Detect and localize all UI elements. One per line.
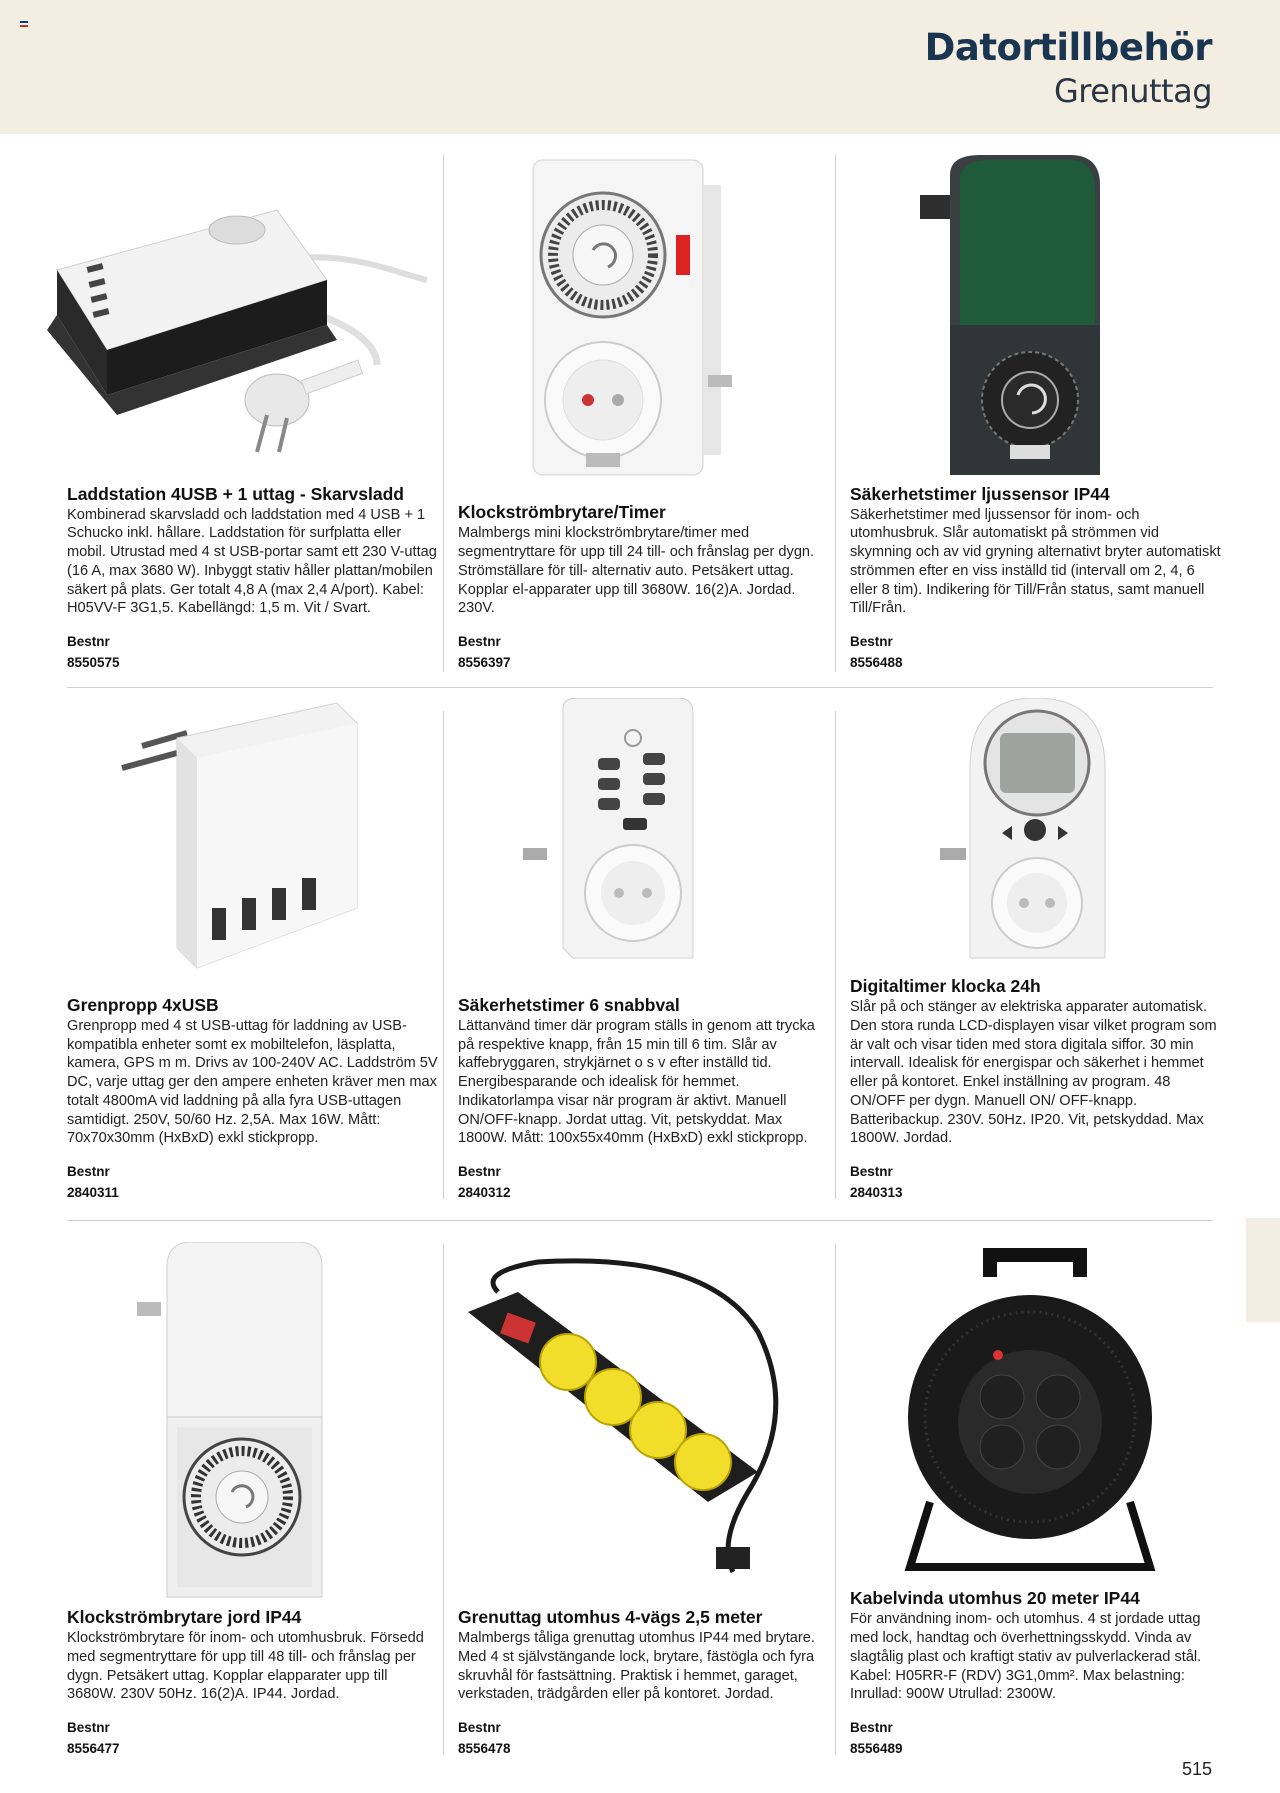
product-description: Slår på och stänger av elektriska apparater automatisk. Den stora runda LCD-displayen visar vilket program som är valt och visar tiden med stora digitala siffor. 30 min intervall. Idealisk för energispar och säkerhet i hemmet eller på kontoret. Enkel inställning av program. 48 ON/OFF per dygn. Manuell ON/ OFF-knapp. Batteribackup. 230V. 50Hz. IP20. Vit, petskyddad. Max 1800W. Jordad. [850,999,1217,1147]
column-divider [443,711,444,1199]
article-number-label: Bestnr [850,1720,893,1735]
column-divider [443,1244,444,1754]
article-number: 2840313 [850,1185,903,1200]
product-info [67,995,439,1200]
light-sensor-timer-icon [920,155,1120,485]
page-title: Datortillbehör [924,26,1212,69]
article-number: 2840312 [458,1185,511,1200]
product-description: För användning inom- och utomhus. 4 st jordade uttag med lock, handtag och överhettningsskydd. Vinda av slagtålig plast och kraftigt stativ av pulverlackerad stål. Kabel: H05RR-F (RDV) 3G1,0mm². Max belastning: Inrullad: 900W Utrullad: 2300W. [850,1611,1202,1703]
product-card [850,1242,1222,1756]
article-number-label: Bestnr [458,1164,501,1179]
product-info [67,1607,439,1756]
section-tab [1246,1218,1280,1322]
page-subtitle: Grenuttag [1053,72,1212,110]
product-title: Grenpropp 4xUSB [67,995,219,1016]
flag-stripe [20,25,28,27]
digital-timer-icon [940,698,1140,968]
article-number: 8556477 [67,1741,120,1756]
product-title: Säkerhetstimer 6 snabbval [458,995,680,1016]
product-description: Malmbergs tåliga grenuttag utomhus IP44 med brytare. Med 4 st självstängande lock, brytare, fästögla och fyra skruvhål för fastsättning. Praktisk i hemmet, garaget, verkstaden, trädgården eller på kontoret. Jordad. [458,1630,815,1703]
product-title: Säkerhetstimer ljussensor IP44 [850,483,1110,504]
article-number-label: Bestnr [67,634,110,649]
flag-icon [20,21,28,27]
product-card [850,698,1222,1200]
product-title: Klockströmbrytare jord IP44 [67,1607,302,1628]
product-description: Klockströmbrytare för inom- och utomhusbruk. Försedd med segmentryttare för upp till 48 till- och frånslag per dygn. Petsäkert uttag. Kopplar elapparater upp till 3680W. 230V 50Hz. 16(2)A. IP44. Jordad. [67,1630,424,1703]
article-number-label: Bestnr [67,1164,110,1179]
page-number: 515 [1181,1759,1212,1779]
product-card [67,698,439,1200]
column-divider [443,155,444,672]
column-divider [835,1244,836,1754]
article-number: 8556397 [458,655,511,670]
product-info [850,976,1222,1200]
product-card [850,150,1222,670]
article-number: 2840311 [67,1185,119,1200]
product-title: Laddstation 4USB + 1 uttag - Skarvsladd [67,483,404,504]
product-card [67,150,439,670]
product-description: Grenpropp med 4 st USB-uttag för laddning av USB-kompatibla enheter somt ex mobiltelefon, läsplatta, kamera, GPS m m. Drivs av 100-240V AC. Laddström 5V DC, varje uttag ger den ampere enheten kräver men max totalt 4800mA vid laddning på alla fyra USB-uttagen samtidigt. 250V, 50/60 Hz. 2,5A. Max 16W. Mått: 70x70x30mm (HxBxD) exkl stickpropp. [67,1018,438,1147]
product-description: Malmbergs mini klockströmbrytare/timer med segmentryttare för upp till 24 till- och frånslag per dygn. Strömställare för till- alternativ auto. Petsäkert uttag. Kopplar el-apparater upp till 3680W. 16(2)A. Jordad. 230V. [458,525,815,617]
column-divider [835,711,836,1199]
product-info [458,502,830,670]
product-description: Lättanvänd timer där program ställs in genom att trycka på respektive knapp, från 15 min till 6 tim. Slår av kaffebryggaren, strykjärnet o s v efter inställd tid. Energibesparande och idealisk för hemmet. Indikatorlampa visar när program är aktivt. Manuell ON/OFF-knapp. Jordat uttag. Vit, petskyddat. Max 1800W. Mått: 100x55x40mm (HxBxD) exkl stickpropp. [458,1018,815,1147]
product-title: Grenuttag utomhus 4-vägs 2,5 meter [458,1607,763,1628]
product-info [850,1588,1222,1756]
product-title: Digitaltimer klocka 24h [850,976,1041,997]
product-card [458,698,830,1200]
article-number: 8556478 [458,1741,511,1756]
usb-wall-plug-icon [117,698,377,978]
article-number: 8556488 [850,655,903,670]
page-header [0,0,1280,134]
product-info [458,1607,830,1756]
product-card [458,150,830,670]
product-card [458,1242,830,1756]
article-number: 8550575 [67,655,120,670]
cable-reel-icon [890,1247,1170,1582]
article-number-label: Bestnr [850,1164,893,1179]
article-number: 8556489 [850,1741,903,1756]
usb-charging-station-icon [47,190,437,470]
outdoor-timer-icon [132,1242,352,1602]
article-number-label: Bestnr [458,634,501,649]
product-description: Kombinerad skarvsladd och laddstation med 4 USB + 1 Schucko inkl. hållare. Laddstation för surfplatta eller mobil. Utrustad med 4 st USB-portar samt ett 230 V-uttag (16 A, max 3680 W). Inbyggt stativ håller plattan/mobilen säkert på plats. Ger totalt 4,8 A (max 2,4 A/port). Kabel: H05VV-F 3G1,5. Kabellängd: 1,5 m. Vit / Svart. [67,506,437,617]
product-info [850,484,1222,670]
article-number-label: Bestnr [458,1720,501,1735]
outdoor-power-strip-icon [458,1252,828,1582]
column-divider [835,155,836,672]
button-timer-icon [523,698,723,968]
article-number-label: Bestnr [67,1720,110,1735]
product-info [458,995,830,1200]
product-info [67,484,439,670]
product-title: Klockströmbrytare/Timer [458,502,666,523]
row-divider [67,1220,1213,1221]
mechanical-timer-icon [518,155,738,485]
product-description: Säkerhetstimer med ljussensor för inom- och utomhusbruk. Slår automatiskt på strömmen vid skymning och av vid gryning alternativt bryter automatiskt strömmen efter en viss inställd tid (intervall om 2, 4, 6 eller 8 tim). Indikering för Till/Från status, samt manuell Till/Från. [850,506,1221,617]
product-card [67,1242,439,1756]
article-number-label: Bestnr [850,634,893,649]
product-title: Kabelvinda utomhus 20 meter IP44 [850,1588,1140,1609]
row-divider [67,687,1213,688]
